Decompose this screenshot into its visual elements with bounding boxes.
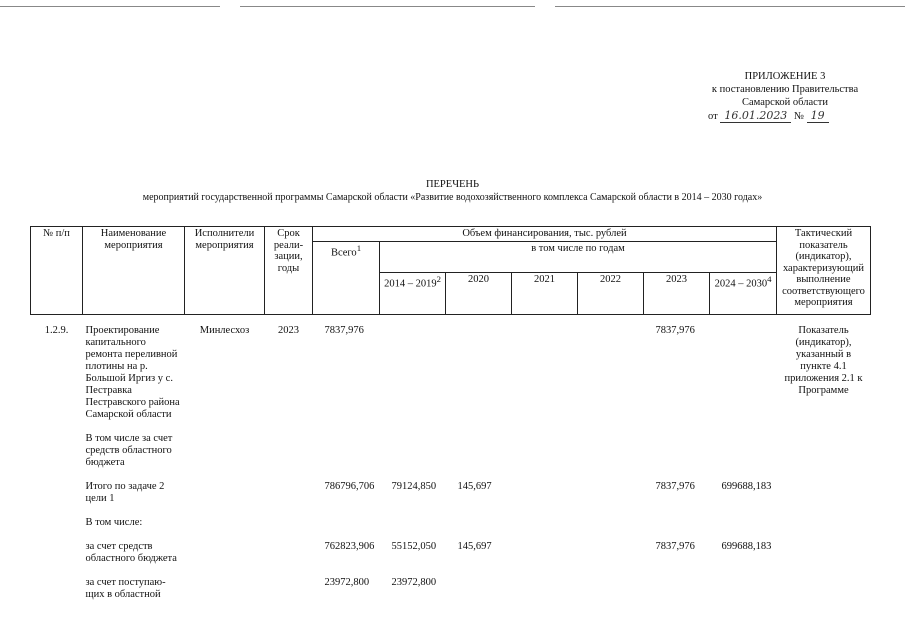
cell-num xyxy=(31,531,83,567)
cell-total: 762823,906 xyxy=(324,540,375,552)
header-term: Срок реали-зации, годы xyxy=(265,227,313,315)
cell-y2024 xyxy=(710,323,777,423)
cell-y2014: 55152,050 xyxy=(391,540,437,552)
cell-name: Проектирование капитального ремонта переливной плотины на р. Большой Иргиз у с. Пестравка Пестравского района Самарской области xyxy=(85,324,180,420)
cell-num: 1.2.9. xyxy=(44,324,69,336)
cell-name: за счет средств областного бюджета xyxy=(85,540,177,564)
cell-y2023: 7837,976 xyxy=(655,324,695,336)
cell-executor xyxy=(185,471,265,507)
table-row xyxy=(31,423,871,471)
cell-total: 7837,976 xyxy=(324,324,364,336)
appendix-line: ПРИЛОЖЕНИЕ 3 xyxy=(744,71,826,82)
cell-term xyxy=(265,567,313,603)
cell-term: 2023 xyxy=(278,324,299,336)
cell-y2023: 7837,976 xyxy=(655,480,695,492)
cell-y2024: 699688,183 xyxy=(721,480,772,492)
cell-indicator xyxy=(777,567,871,603)
cell-num xyxy=(31,471,83,507)
table-row xyxy=(31,531,871,567)
scan-edge-line xyxy=(240,6,535,7)
cell-y2020: 145,697 xyxy=(457,480,492,492)
header-name: Наименование мероприятия xyxy=(83,227,185,315)
scan-edge-line xyxy=(0,6,220,7)
from-prefix: от xyxy=(708,111,718,122)
cell-executor: Минлесхоз xyxy=(199,324,250,336)
cell-y2020: 145,697 xyxy=(457,540,492,552)
title-subtitle: мероприятий государственной программы Самарской области «Развитие водохозяйственного комплекса Самарской области в 2014 – 2030 годах» xyxy=(142,192,763,203)
title-heading: ПЕРЕЧЕНЬ xyxy=(425,179,480,190)
cell-executor xyxy=(185,531,265,567)
cell-term xyxy=(265,531,313,567)
cell-empty xyxy=(185,507,871,531)
header-year-2021: 2021 xyxy=(512,273,578,314)
cell-num xyxy=(31,507,83,531)
cell-name: Итого по задаче 2 цели 1 xyxy=(85,480,165,504)
cell-y2022 xyxy=(578,531,644,567)
cell-y2024 xyxy=(710,567,777,603)
cell-y2023 xyxy=(644,567,710,603)
header-num: № п/п xyxy=(31,227,83,315)
document-title xyxy=(0,178,905,204)
cell-indicator: Показатель (индикатор), указанный в пункте 4.1 приложения 2.1 к Программе xyxy=(784,324,863,396)
cell-y2022 xyxy=(578,323,644,423)
cell-y2014: 23972,800 xyxy=(391,576,437,588)
cell-num xyxy=(31,567,83,603)
cell-empty xyxy=(185,423,871,471)
cell-y2023: 7837,976 xyxy=(655,540,695,552)
handwritten-date: 16.01.2023 xyxy=(720,109,791,123)
cell-y2021 xyxy=(512,531,578,567)
appendix-line: Самарской области xyxy=(742,97,828,108)
events-table xyxy=(30,226,871,603)
header-indicator: Тактический показатель (индикатор), характеризующий выполнение соответствующего мероприятия xyxy=(777,227,871,315)
header-year-2023: 2023 xyxy=(644,273,710,314)
appendix-line: к постановлению Правительства xyxy=(711,84,859,95)
cell-y2022 xyxy=(578,471,644,507)
number-prefix: № xyxy=(793,111,804,122)
cell-y2021 xyxy=(512,323,578,423)
header-total: Всего$^1$ xyxy=(313,241,380,314)
cell-term xyxy=(265,471,313,507)
cell-y2020 xyxy=(446,567,512,603)
cell-total: 786796,706 xyxy=(324,480,375,492)
cell-y2021 xyxy=(512,567,578,603)
cell-num xyxy=(31,423,83,471)
header-year-2020: 2020 xyxy=(446,273,512,314)
header-executors: Исполнители мероприятия xyxy=(185,227,265,315)
cell-total: 23972,800 xyxy=(324,576,370,588)
cell-y2024: 699688,183 xyxy=(721,540,772,552)
header-year-2022: 2022 xyxy=(578,273,644,314)
table-row xyxy=(31,471,871,507)
appendix-block xyxy=(690,70,880,123)
cell-name: В том числе: xyxy=(85,516,143,528)
table-row xyxy=(31,323,871,423)
header-year-2024-2030: 2024 – 2030$^4$ xyxy=(710,273,777,314)
cell-y2014 xyxy=(380,323,446,423)
handwritten-number: 19 xyxy=(807,109,829,123)
cell-y2021 xyxy=(512,471,578,507)
scan-edge-line xyxy=(555,6,905,7)
cell-indicator xyxy=(777,471,871,507)
table-row xyxy=(31,507,871,531)
appendix-date-line xyxy=(690,109,880,123)
table-row xyxy=(31,567,871,603)
cell-y2022 xyxy=(578,567,644,603)
cell-name: В том числе за счет средств областного бюджета xyxy=(85,432,173,468)
header-volume: Объем финансирования, тыс. рублей xyxy=(313,227,777,242)
cell-y2014: 79124,850 xyxy=(391,480,437,492)
cell-executor xyxy=(185,567,265,603)
header-by-years: в том числе по годам xyxy=(380,241,777,273)
header-year-2014-2019: 2014 – 2019$^2$ xyxy=(380,273,446,314)
cell-y2020 xyxy=(446,323,512,423)
cell-indicator xyxy=(777,531,871,567)
cell-name: за счет поступаю-щих в областной xyxy=(85,576,166,600)
